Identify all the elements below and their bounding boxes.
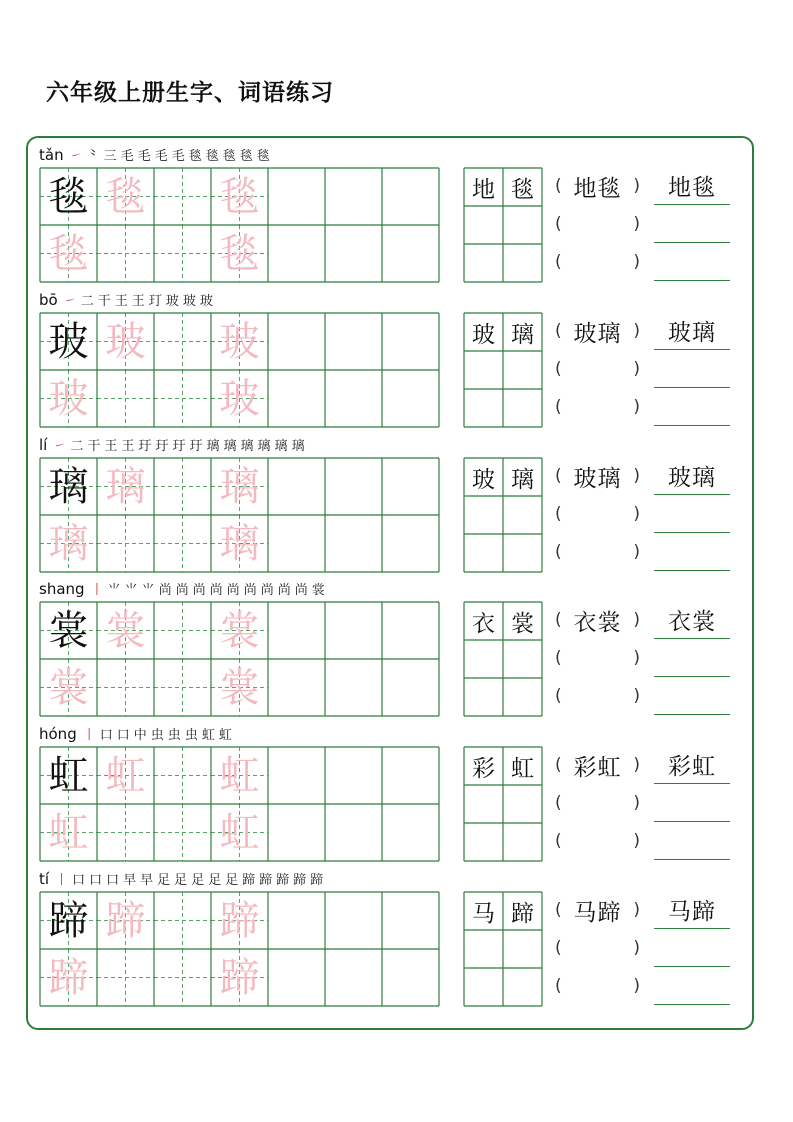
trace-char: 璃: [219, 463, 260, 510]
trace-char: 玻: [219, 318, 260, 365]
answer-block: [654, 746, 730, 860]
char-section: [0, 574, 793, 719]
stroke-step: 中: [133, 728, 147, 743]
char-section: [0, 285, 793, 430]
stroke-order-row: [39, 289, 217, 309]
stroke-step: 早: [140, 873, 154, 888]
paren-block: [555, 167, 640, 281]
word-char: 马: [472, 900, 495, 927]
right-paren: ): [633, 831, 640, 851]
page-title: 六年级上册生字、词语练习: [46, 80, 334, 106]
word-box[interactable]: [463, 601, 541, 715]
stroke-step: 足: [208, 873, 222, 888]
answer-blank-line[interactable]: [654, 822, 730, 860]
answer-blank-line[interactable]: [654, 967, 730, 1005]
paren-example: [555, 457, 640, 495]
stroke-step: 口: [89, 873, 103, 888]
practice-grid[interactable]: [39, 746, 441, 860]
answer-blank-line[interactable]: [654, 784, 730, 822]
stroke-step: 二: [70, 439, 84, 454]
answer-blank-line[interactable]: [654, 388, 730, 426]
stroke-step: 早: [123, 873, 137, 888]
paren-blank[interactable]: [555, 639, 640, 677]
left-paren: (: [555, 900, 562, 920]
trace-char: 璃: [105, 463, 146, 510]
word-char: 地: [472, 176, 495, 203]
stroke-step: 口: [106, 873, 120, 888]
stroke-step: 足: [174, 873, 188, 888]
stroke-step: 干: [87, 439, 101, 454]
stroke-step: 蹄: [310, 873, 324, 888]
trace-char: 虹: [48, 809, 89, 856]
left-paren: (: [555, 504, 562, 524]
trace-char: 裳: [219, 664, 260, 711]
word-char: 毯: [511, 176, 534, 203]
stroke-step: 玎: [148, 294, 162, 309]
stroke-step: 璃: [291, 439, 305, 454]
paren-word: 马蹄: [573, 899, 622, 926]
char-section: [0, 719, 793, 864]
stroke-step: 毯: [239, 149, 253, 164]
stroke-step: 王: [114, 294, 128, 309]
stroke-step: 璃: [257, 439, 271, 454]
answer-word: 地毯: [668, 175, 716, 201]
model-char: 玻: [48, 318, 89, 365]
stroke-step: 虫: [167, 728, 181, 743]
paren-blank[interactable]: [555, 967, 640, 1005]
right-paren: ): [633, 686, 640, 706]
practice-grid[interactable]: [39, 601, 441, 715]
right-paren: ): [633, 900, 640, 920]
paren-example: [555, 891, 640, 929]
trace-char: 毯: [219, 173, 260, 220]
stroke-step: 蹄: [293, 873, 307, 888]
trace-char: 裳: [48, 664, 89, 711]
stroke-step: 玗: [189, 439, 203, 454]
left-paren: (: [555, 976, 562, 996]
answer-block: [654, 167, 730, 281]
stroke-step: 裳: [311, 583, 325, 598]
answer-blank-line[interactable]: [654, 243, 730, 281]
word-box[interactable]: [463, 891, 541, 1005]
trace-char: 虹: [105, 752, 146, 799]
paren-block: [555, 457, 640, 571]
stroke-step: ㇀: [53, 439, 67, 454]
right-paren: ): [633, 793, 640, 813]
model-char: 裳: [48, 607, 89, 654]
right-paren: ): [633, 321, 640, 341]
stroke-step: 丨: [82, 728, 96, 743]
stroke-step: 毯: [205, 149, 219, 164]
stroke-step: 蹄: [259, 873, 273, 888]
trace-char: 毯: [105, 173, 146, 220]
stroke-step: 玻: [165, 294, 179, 309]
left-paren: (: [555, 938, 562, 958]
word-char: 玻: [472, 466, 495, 493]
trace-char: 裳: [219, 607, 260, 654]
paren-block: [555, 746, 640, 860]
pinyin: hóng: [39, 725, 77, 743]
answer-word: 衣裳: [668, 609, 716, 635]
stroke-step: 王: [104, 439, 118, 454]
answer-word: 彩虹: [668, 754, 716, 780]
stroke-step: 毛: [171, 149, 185, 164]
paren-example: [555, 746, 640, 784]
stroke-step: 足: [157, 873, 171, 888]
stroke-step: ⺌: [107, 583, 121, 598]
answer-example: [654, 746, 730, 784]
left-paren: (: [555, 176, 562, 196]
word-char: 蹄: [511, 900, 534, 927]
char-section: [0, 430, 793, 575]
answer-example: [654, 312, 730, 350]
paren-blank[interactable]: [555, 822, 640, 860]
left-paren: (: [555, 648, 562, 668]
stroke-step: 毯: [188, 149, 202, 164]
stroke-order-row: [39, 868, 327, 888]
stroke-step: 虫: [184, 728, 198, 743]
trace-char: 玻: [105, 318, 146, 365]
stroke-step: 尚: [158, 583, 172, 598]
stroke-step: 口: [99, 728, 113, 743]
right-paren: ): [633, 976, 640, 996]
answer-blank-line[interactable]: [654, 929, 730, 967]
paren-example: [555, 167, 640, 205]
stroke-step: 尚: [260, 583, 274, 598]
paren-blank[interactable]: [555, 243, 640, 281]
stroke-step: 尚: [277, 583, 291, 598]
word-box[interactable]: [463, 312, 541, 426]
stroke-step: 足: [191, 873, 205, 888]
trace-char: 蹄: [219, 954, 260, 1001]
stroke-step: 三: [103, 149, 117, 164]
left-paren: (: [555, 321, 562, 341]
left-paren: (: [555, 755, 562, 775]
stroke-step: 玗: [172, 439, 186, 454]
stroke-step: 口: [72, 873, 86, 888]
paren-word: 彩虹: [573, 754, 622, 781]
right-paren: ): [633, 214, 640, 234]
stroke-step: 虹: [201, 728, 215, 743]
right-paren: ): [633, 938, 640, 958]
left-paren: (: [555, 466, 562, 486]
stroke-step: 毛: [137, 149, 151, 164]
answer-block: [654, 601, 730, 715]
paren-blank[interactable]: [555, 388, 640, 426]
stroke-step: ⺌: [141, 583, 155, 598]
word-char: 玻: [472, 321, 495, 348]
stroke-step: 璃: [274, 439, 288, 454]
left-paren: (: [555, 610, 562, 630]
stroke-step: 二: [80, 294, 94, 309]
pinyin: lí: [39, 436, 48, 454]
word-box[interactable]: [463, 746, 541, 860]
left-paren: (: [555, 397, 562, 417]
practice-grid[interactable]: [39, 457, 441, 571]
stroke-step: 玗: [138, 439, 152, 454]
trace-char: 璃: [48, 520, 89, 567]
paren-word: 衣裳: [573, 609, 622, 636]
stroke-step: 王: [121, 439, 135, 454]
word-char: 衣: [472, 610, 495, 637]
stroke-step: 蹄: [276, 873, 290, 888]
stroke-step: 干: [97, 294, 111, 309]
left-paren: (: [555, 214, 562, 234]
trace-char: 毯: [219, 230, 260, 277]
answer-block: [654, 457, 730, 571]
paren-word: 地毯: [573, 175, 622, 202]
paren-example: [555, 312, 640, 350]
trace-char: 玻: [48, 375, 89, 422]
stroke-step: 丨: [90, 583, 104, 598]
left-paren: (: [555, 686, 562, 706]
pinyin: tí: [39, 870, 50, 888]
stroke-step: 毛: [120, 149, 134, 164]
left-paren: (: [555, 359, 562, 379]
stroke-step: ⺌: [124, 583, 138, 598]
trace-char: 虹: [219, 809, 260, 856]
stroke-step: 毯: [256, 149, 270, 164]
trace-char: 玻: [219, 375, 260, 422]
stroke-step: 毛: [154, 149, 168, 164]
answer-word: 玻璃: [668, 320, 716, 346]
stroke-step: 尚: [226, 583, 240, 598]
stroke-step: 尚: [294, 583, 308, 598]
trace-char: 蹄: [105, 897, 146, 944]
answer-blank-line[interactable]: [654, 677, 730, 715]
paren-block: [555, 312, 640, 426]
stroke-step: ⺀: [86, 149, 100, 164]
answer-example: [654, 601, 730, 639]
answer-blank-line[interactable]: [654, 533, 730, 571]
paren-block: [555, 891, 640, 1005]
practice-grid[interactable]: [39, 167, 441, 281]
paren-word: 玻璃: [573, 465, 622, 492]
stroke-step: ㇀: [63, 294, 77, 309]
word-char: 彩: [472, 755, 495, 782]
stroke-order-row: [39, 723, 236, 743]
model-char: 虹: [48, 752, 89, 799]
right-paren: ): [633, 755, 640, 775]
answer-blank-line[interactable]: [654, 205, 730, 243]
trace-char: 裳: [105, 607, 146, 654]
stroke-step: 璃: [206, 439, 220, 454]
answer-example: [654, 457, 730, 495]
trace-char: 璃: [219, 520, 260, 567]
stroke-step: 足: [225, 873, 239, 888]
paren-blank[interactable]: [555, 929, 640, 967]
word-box[interactable]: [463, 457, 541, 571]
stroke-step: 蹄: [242, 873, 256, 888]
stroke-step: 璃: [240, 439, 254, 454]
paren-block: [555, 601, 640, 715]
pinyin: shang: [39, 580, 85, 598]
answer-block: [654, 891, 730, 1005]
answer-block: [654, 312, 730, 426]
trace-char: 虹: [219, 752, 260, 799]
answer-blank-line[interactable]: [654, 639, 730, 677]
right-paren: ): [633, 359, 640, 379]
left-paren: (: [555, 252, 562, 272]
stroke-step: 璃: [223, 439, 237, 454]
left-paren: (: [555, 542, 562, 562]
pinyin: tǎn: [39, 146, 64, 164]
paren-blank[interactable]: [555, 677, 640, 715]
word-char: 虹: [511, 755, 534, 782]
paren-blank[interactable]: [555, 205, 640, 243]
paren-example: [555, 601, 640, 639]
char-section: [0, 140, 793, 285]
trace-char: 蹄: [219, 897, 260, 944]
answer-blank-line[interactable]: [654, 350, 730, 388]
paren-blank[interactable]: [555, 533, 640, 571]
stroke-step: 口: [116, 728, 130, 743]
model-char: 毯: [48, 173, 89, 220]
trace-char: 蹄: [48, 954, 89, 1001]
stroke-step: ㇀: [69, 149, 83, 164]
stroke-step: 虫: [150, 728, 164, 743]
practice-grid[interactable]: [39, 891, 441, 1005]
stroke-order-row: [39, 434, 309, 454]
answer-example: [654, 891, 730, 929]
stroke-step: 尚: [192, 583, 206, 598]
answer-example: [654, 167, 730, 205]
stroke-step: 玻: [199, 294, 213, 309]
right-paren: ): [633, 252, 640, 272]
paren-blank[interactable]: [555, 784, 640, 822]
right-paren: ): [633, 610, 640, 630]
word-box[interactable]: [463, 167, 541, 281]
stroke-order-row: [39, 144, 274, 164]
word-char: 裳: [511, 610, 534, 637]
stroke-step: 毯: [222, 149, 236, 164]
stroke-step: 玗: [155, 439, 169, 454]
left-paren: (: [555, 793, 562, 813]
right-paren: ): [633, 648, 640, 668]
char-section: [0, 864, 793, 1009]
stroke-step: 玻: [182, 294, 196, 309]
stroke-step: 尚: [175, 583, 189, 598]
right-paren: ): [633, 542, 640, 562]
pinyin: bō: [39, 291, 58, 309]
stroke-step: 丨: [55, 873, 69, 888]
word-char: 璃: [511, 321, 534, 348]
answer-word: 马蹄: [668, 899, 716, 925]
paren-blank[interactable]: [555, 350, 640, 388]
model-char: 蹄: [48, 897, 89, 944]
right-paren: ): [633, 397, 640, 417]
paren-word: 玻璃: [573, 320, 622, 347]
right-paren: ): [633, 504, 640, 524]
stroke-step: 尚: [209, 583, 223, 598]
word-char: 璃: [511, 466, 534, 493]
stroke-order-row: [39, 578, 329, 598]
right-paren: ): [633, 176, 640, 196]
left-paren: (: [555, 831, 562, 851]
model-char: 璃: [48, 463, 89, 510]
practice-grid[interactable]: [39, 312, 441, 426]
answer-blank-line[interactable]: [654, 495, 730, 533]
answer-word: 玻璃: [668, 465, 716, 491]
stroke-step: 虹: [218, 728, 232, 743]
right-paren: ): [633, 466, 640, 486]
trace-char: 毯: [48, 230, 89, 277]
stroke-step: 尚: [243, 583, 257, 598]
stroke-step: 王: [131, 294, 145, 309]
paren-blank[interactable]: [555, 495, 640, 533]
